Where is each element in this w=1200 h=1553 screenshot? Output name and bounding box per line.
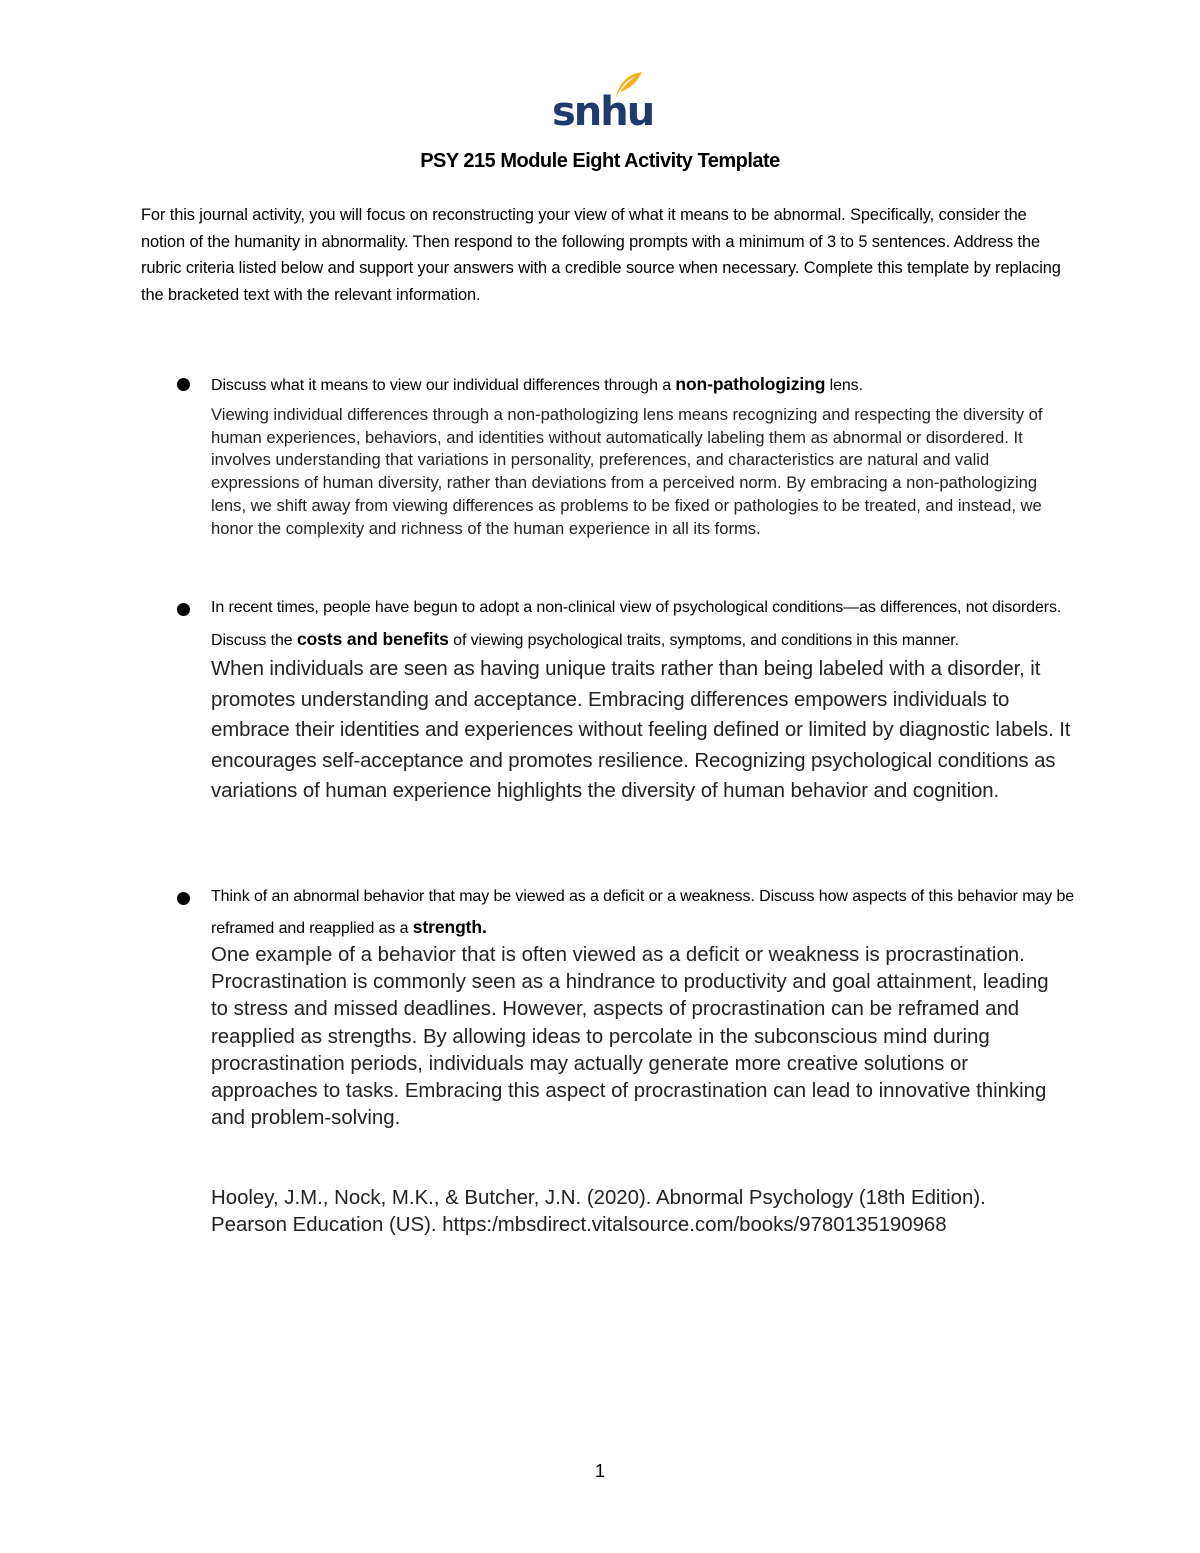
prompt-text [211,593,1091,809]
prompt-text-part: In recent times, people have begun to adopt a non-clinical view of psychological conditions—as differences, not disorders. Discuss the [211,599,1062,649]
reference-citation: Hooley, J.M., Nock, M.K., & Butcher, J.N. (2020). Abnormal Psychology (18th Edition). Pearson Education (US). https:/mbsdirect.vitalsource.com/books/9780135190968 [211,1187,986,1237]
answer-text: When individuals are seen as having unique traits rather than being labeled with a disorder, it promotes understanding and acceptance. Embracing differences empowers individuals to embrace their identities and experiences without feeling defined or limited by diagnostic labels. It encourages self-acceptance and promotes resilience. Recognizing psychological conditions as variations of human experience highlights the diversity of human behavior and cognition. [211,658,1071,802]
prompt-text [211,368,1091,402]
prompt-text-part: Think of an abnormal behavior that may be viewed as a deficit or a weakness. Discuss how aspects of this behavior may be reframed and reapplied as a [211,888,1075,937]
prompt-emphasis: strength. [412,917,487,937]
snhu-logo [552,70,654,136]
prompt-text [211,881,1091,944]
bullet-icon [177,378,190,391]
prompt-emphasis: costs and benefits [296,628,449,649]
intro-paragraph: For this journal activity, you will focus on reconstructing your view of what it means to be abnormal. Specifically, consider the notion of the humanity in abnormality. Then respond to the following prompts with a minimum of 3 to 5 sentences. Address the rubric criteria listed below and support your answers with a credible source when necessary. Complete this template by replacing the bracketed text with the relevant information. [141,206,1061,304]
prompt-emphasis: non-pathologizing [675,374,826,394]
bullet-icon [177,892,190,905]
page-number: 1 [594,1461,605,1481]
answer-text: One example of a behavior that is often viewed as a deficit or weakness is procrastination. Procrastination is commonly seen as a hindrance to productivity and goal attainment, leading to stress and missed deadlines. However, aspects of procrastination can be reframed and reapplied as strengths. By allowing ideas to percolate in the subconscious mind during procrastination periods, individuals may actually generate more creative solutions or approaches to tasks. Embracing this aspect of procrastination can lead to innovative thinking and problem-solving. [211,944,1049,1130]
prompt-text-part: of viewing psychological traits, symptoms, and conditions in this manner. [448,631,959,649]
prompt-text-part: Discuss what it means to view our individual differences through a [211,377,676,394]
bullet-icon [177,603,190,616]
logo-wordmark: snhu [552,89,654,135]
leaf-icon [612,70,644,100]
page-title: PSY 215 Module Eight Activity Template [420,150,780,172]
leaf-shape [616,72,642,98]
prompt-text-part: lens. [825,377,863,394]
answer-text: Viewing individual differences through a non-pathologizing lens means recognizing and respecting the diversity of human experiences, behaviors, and identities without automatically labeling them as abnormal or disordered. It involves understanding that variations in personality, preferences, and characteristics are natural and valid expressions of human diversity, rather than deviations from a perceived norm. By embracing a non-pathologizing lens, we shift away from viewing differences as problems to be fixed or pathologies to be treated, and instead, we honor the complexity and richness of the human experience in all its forms. [211,405,1043,538]
